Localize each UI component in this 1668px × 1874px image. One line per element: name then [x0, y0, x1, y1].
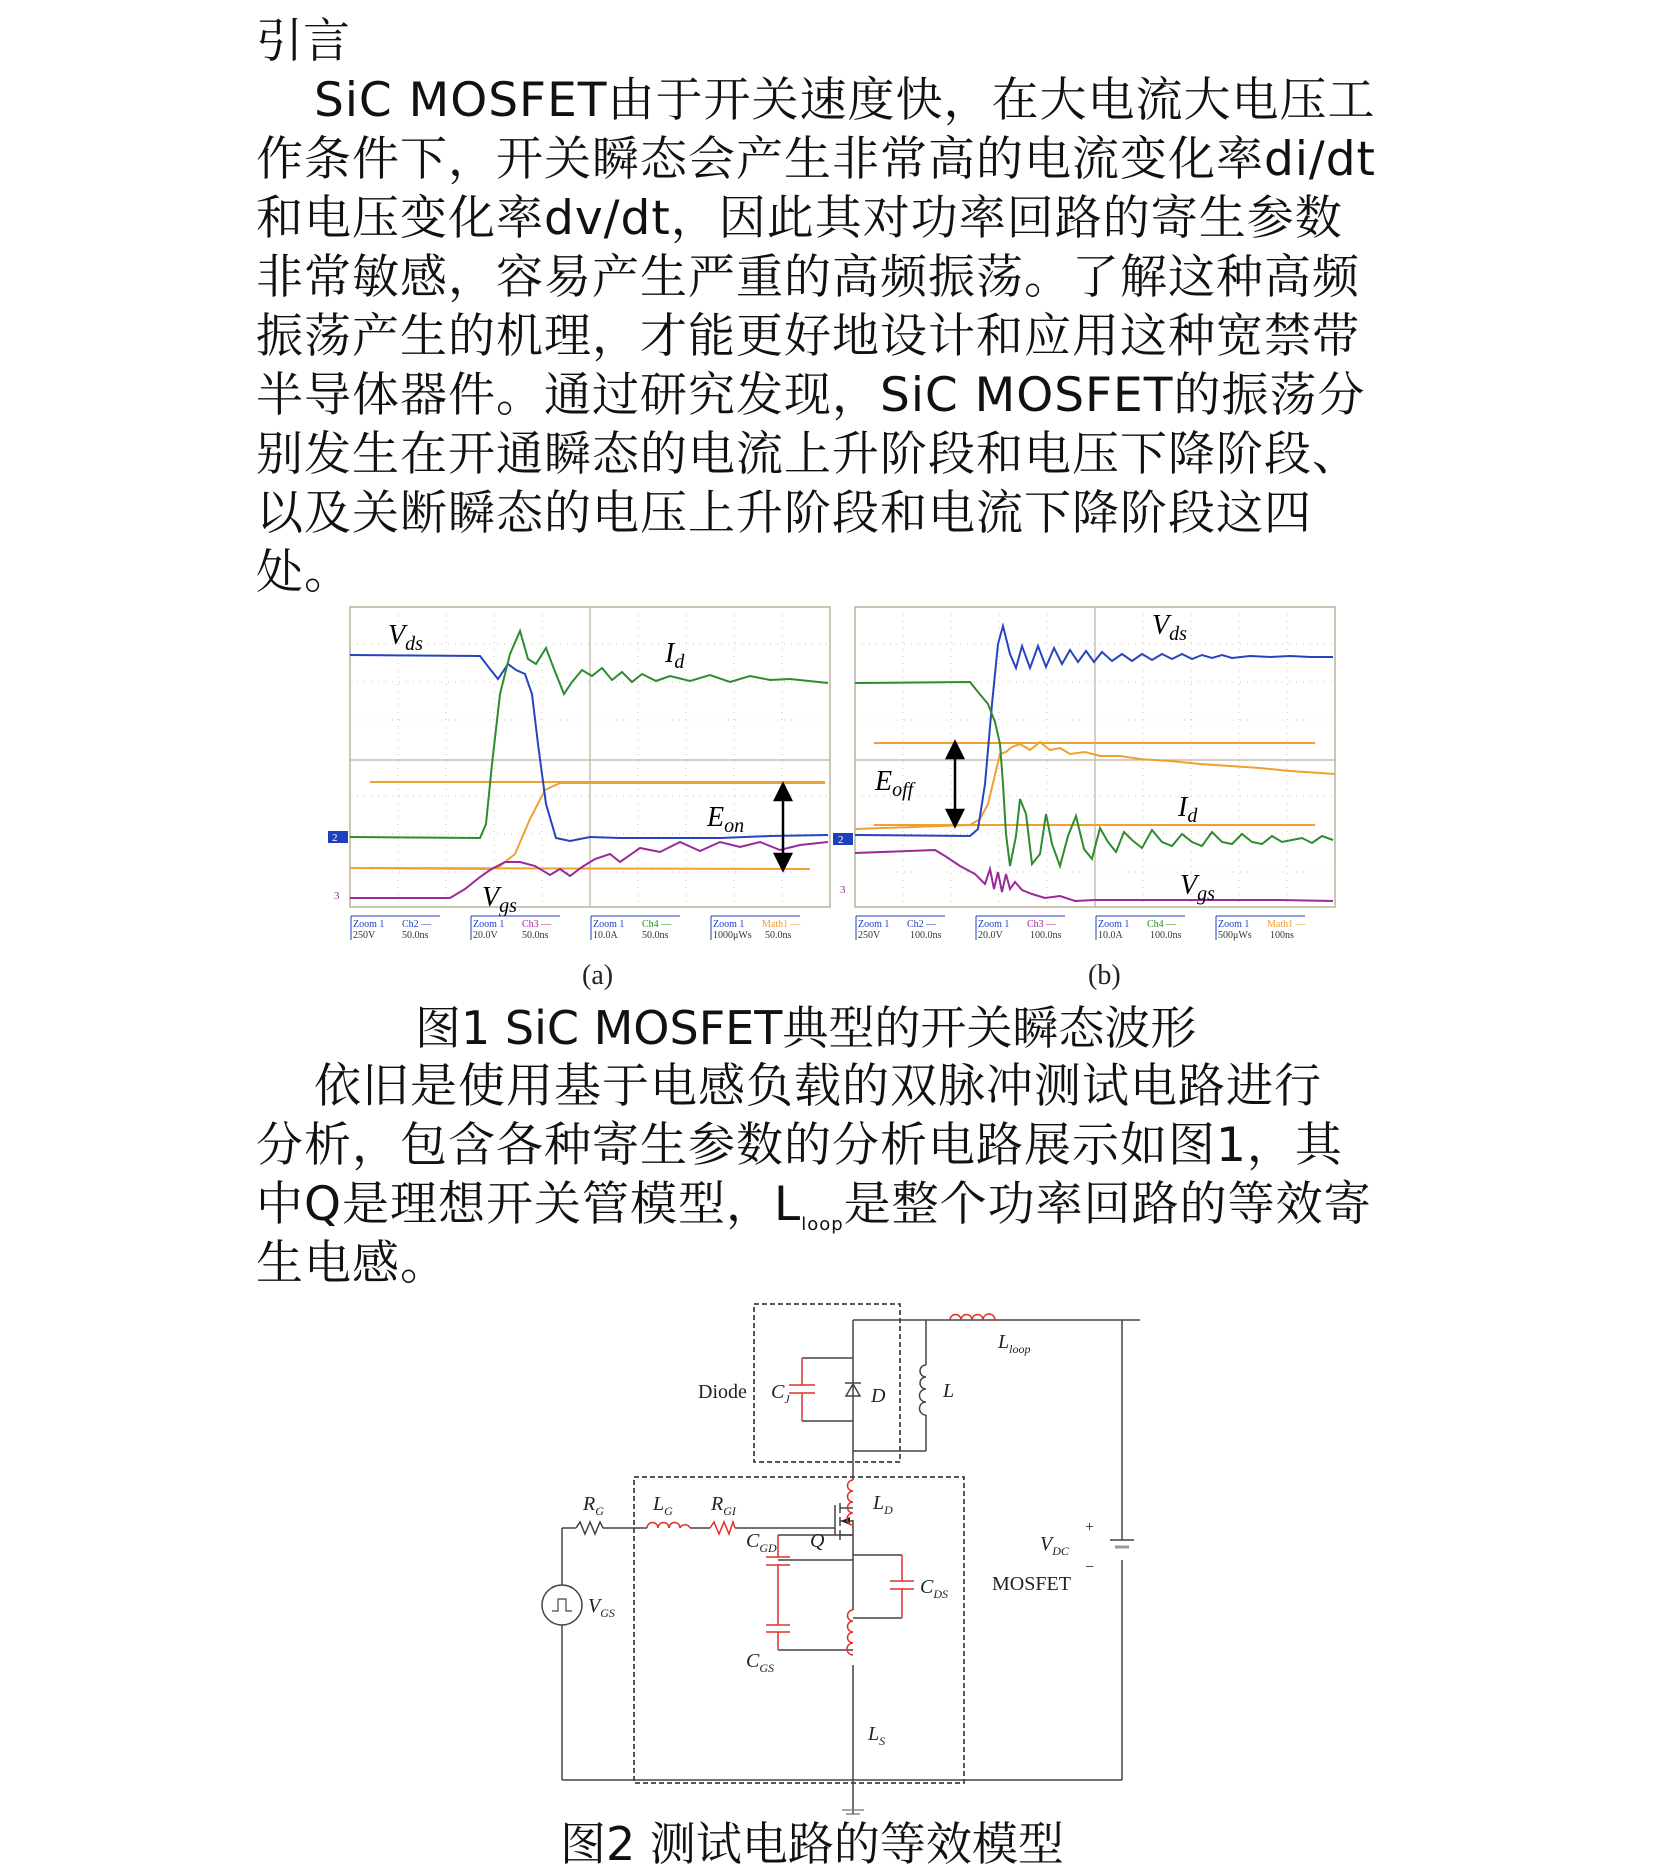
svg-text:Zoom 1: Zoom 1: [858, 919, 890, 930]
svg-text:Zoom 1: Zoom 1: [1218, 919, 1250, 930]
label-cj: $C_J$: [771, 1381, 790, 1406]
label-d: D: [871, 1385, 886, 1407]
label-eon: $E_{on}$: [707, 802, 745, 837]
equivalent-circuit-schematic: [540, 1295, 1140, 1815]
status-ch2: [856, 916, 945, 941]
svg-text:2: 2: [838, 834, 844, 846]
svg-text:1000μWs: 1000μWs: [713, 930, 752, 941]
svg-text:10.0A: 10.0A: [593, 930, 618, 941]
label-vds: $V_{ds}$: [388, 620, 423, 655]
label-q: Q: [810, 1530, 825, 1552]
label-diode-box: Diode: [698, 1381, 747, 1403]
status-math1: [1216, 916, 1307, 941]
label-cgd: $C_{GD}$: [746, 1530, 777, 1555]
text-line: 处。: [256, 545, 352, 600]
oscilloscope-waveform-a: [320, 604, 840, 944]
svg-text:50.0ns: 50.0ns: [402, 930, 429, 941]
label-vgs: $V_{gs}$: [1180, 870, 1215, 905]
svg-text:3: 3: [840, 884, 846, 896]
label-vgs: $V_{gs}$: [482, 882, 517, 917]
section-heading: 引言: [256, 14, 350, 69]
svg-text:50.0ns: 50.0ns: [765, 930, 792, 941]
label-rgi: $R_{GI}$: [711, 1493, 736, 1518]
svg-text:Ch4 —: Ch4 —: [642, 919, 672, 930]
label-lg: $L_G$: [653, 1493, 673, 1518]
status-ch2: [351, 916, 440, 941]
svg-text:50.0ns: 50.0ns: [642, 930, 669, 941]
channel-2-marker: [328, 831, 348, 843]
svg-text:500μWs: 500μWs: [1218, 930, 1252, 941]
text-line: 生电感。: [256, 1236, 448, 1291]
label-l: L: [943, 1380, 955, 1402]
label-cds: $C_{DS}$: [920, 1576, 949, 1601]
status-ch4: [1096, 916, 1185, 941]
svg-text:Zoom 1: Zoom 1: [713, 919, 745, 930]
svg-text:100.0ns: 100.0ns: [910, 930, 942, 941]
label-vgs: $V_{GS}$: [588, 1595, 615, 1620]
text-line: 分析，包含各种寄生参数的分析电路展示如图1，其: [256, 1118, 1343, 1173]
svg-text:Zoom 1: Zoom 1: [1098, 919, 1130, 930]
status-math1: [711, 916, 802, 941]
text-line: SiC MOSFET由于开关速度快，在大电流大电压工: [314, 73, 1376, 128]
label-lloop: $L_{loop}$: [998, 1331, 1031, 1356]
text-line: 以及关断瞬态的电压上升阶段和电流下降阶段这四: [256, 486, 1312, 541]
scope-panel-a: [320, 604, 840, 944]
intro-paragraph: [256, 71, 1426, 602]
svg-text:Ch3 —: Ch3 —: [1027, 919, 1057, 930]
subfigure-label-a: (a): [582, 960, 614, 991]
label-vdc: $V_{DC}$: [1040, 1533, 1069, 1558]
svg-text:Ch2 —: Ch2 —: [402, 919, 432, 930]
svg-text:100.0ns: 100.0ns: [1150, 930, 1182, 941]
svg-text:Ch4 —: Ch4 —: [1147, 919, 1177, 930]
svg-text:Ch3 —: Ch3 —: [522, 919, 552, 930]
svg-text:Zoom 1: Zoom 1: [593, 919, 625, 930]
label-id: $I_d$: [1178, 792, 1198, 827]
label-minus: −: [1085, 1559, 1095, 1576]
svg-text:100.0ns: 100.0ns: [1030, 930, 1062, 941]
svg-text:Math1 —: Math1 —: [1267, 919, 1306, 930]
scope-panel-b: [830, 604, 1350, 944]
subfigure-label-b: (b): [1088, 960, 1121, 991]
status-ch3: [471, 916, 560, 941]
text-line: 振荡产生的机理，才能更好地设计和应用这种宽禁带: [256, 309, 1360, 364]
label-ls: $L_S$: [868, 1723, 886, 1748]
svg-text:Ch2 —: Ch2 —: [907, 919, 937, 930]
text-line: 非常敏感，容易产生严重的高频振荡。了解这种高频: [256, 250, 1360, 305]
text-line: 作条件下，开关瞬态会产生非常高的电流变化率di/dt: [256, 132, 1376, 187]
svg-text:250V: 250V: [858, 930, 881, 941]
svg-text:Zoom 1: Zoom 1: [353, 919, 385, 930]
status-ch4: [591, 916, 680, 941]
svg-text:3: 3: [334, 890, 340, 902]
svg-text:250V: 250V: [353, 930, 376, 941]
pulse-source-icon: [542, 1585, 582, 1625]
text-line: 和电压变化率dv/dt，因此其对功率回路的寄生参数: [256, 191, 1343, 246]
label-ld: $L_D$: [873, 1492, 893, 1517]
body-paragraph: [256, 1057, 1426, 1293]
label-mosfet-box: MOSFET: [992, 1573, 1071, 1595]
oscilloscope-waveform-b: [830, 604, 1350, 944]
svg-text:50.0ns: 50.0ns: [522, 930, 549, 941]
label-eoff: $E_{off}$: [875, 766, 914, 801]
status-ch3: [976, 916, 1065, 941]
svg-text:Math1 —: Math1 —: [762, 919, 801, 930]
text-line: 半导体器件。通过研究发现，SiC MOSFET的振荡分: [256, 368, 1366, 423]
svg-text:20.0V: 20.0V: [473, 930, 498, 941]
svg-text:20.0V: 20.0V: [978, 930, 1003, 941]
label-vds: $V_{ds}$: [1152, 610, 1187, 645]
svg-text:Zoom 1: Zoom 1: [978, 919, 1010, 930]
figure2-caption: 图2 测试电路的等效模型: [560, 1817, 1064, 1871]
label-id: $I_d$: [665, 638, 685, 673]
label-cgs: $C_{GS}$: [746, 1650, 775, 1675]
label-plus: +: [1085, 1519, 1095, 1536]
text-line: 中Q是理想开关管模型，$L_{loop}$是整个功率回路的等效寄: [256, 1177, 1372, 1235]
label-rg: $R_G$: [583, 1493, 604, 1518]
figure1-caption: 图1 SiC MOSFET典型的开关瞬态波形: [415, 1001, 1197, 1055]
svg-text:Zoom 1: Zoom 1: [473, 919, 505, 930]
text-line: 依旧是使用基于电感负载的双脉冲测试电路进行: [314, 1059, 1322, 1114]
svg-text:2: 2: [332, 832, 338, 844]
svg-text:100ns: 100ns: [1270, 930, 1294, 941]
circuit-diagram: [540, 1295, 1140, 1815]
text-line: 别发生在开通瞬态的电流上升阶段和电压下降阶段、: [256, 427, 1360, 482]
svg-text:10.0A: 10.0A: [1098, 930, 1123, 941]
